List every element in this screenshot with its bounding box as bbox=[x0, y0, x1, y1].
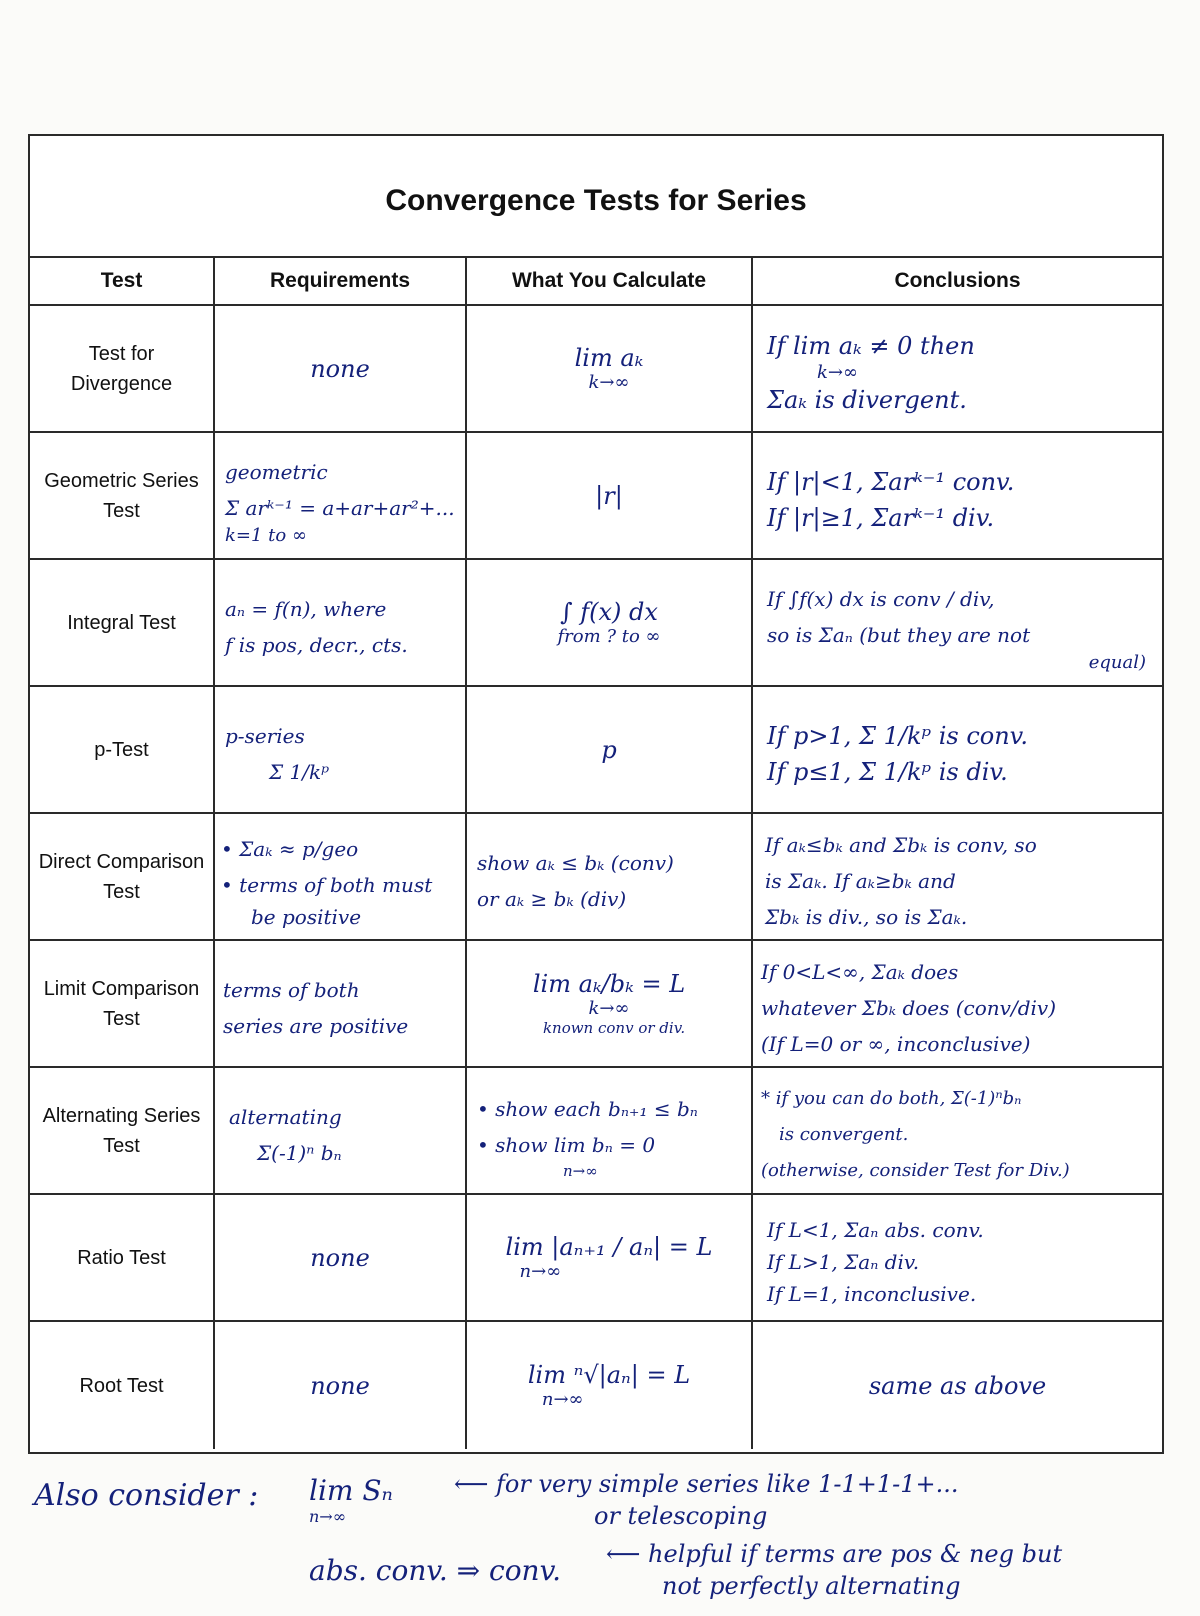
header-conclusions: Conclusions bbox=[753, 258, 1162, 306]
header-test: Test bbox=[30, 258, 215, 306]
requirement-text: Σ 1/kᵖ bbox=[269, 759, 330, 784]
conclusion-cell bbox=[753, 433, 1162, 560]
conclusion-cell bbox=[753, 941, 1162, 1068]
convergence-table bbox=[28, 134, 1164, 1454]
calc-line: lim ⁿ√|aₙ| = L bbox=[527, 1361, 691, 1389]
conclusion-cell bbox=[753, 560, 1162, 687]
test-name: Ratio Test bbox=[30, 1195, 215, 1322]
table-row bbox=[30, 941, 1162, 1068]
calculate-cell bbox=[467, 814, 753, 941]
title-row bbox=[30, 136, 1162, 258]
test-name: Root Test bbox=[30, 1322, 215, 1449]
conclusion-line: If p>1, Σ 1/kᵖ is conv. bbox=[767, 721, 1029, 750]
conclusion-line: If 0<L<∞, Σaₖ does bbox=[761, 959, 959, 984]
calc-line: ∫ f(x) dx bbox=[560, 598, 658, 626]
conclusion-line: so is Σaₙ (but they are not bbox=[767, 622, 1031, 647]
test-name: Test for Divergence bbox=[30, 306, 215, 433]
conclusion-subscript: k→∞ bbox=[817, 361, 858, 383]
requirements-cell bbox=[215, 814, 467, 941]
conclusion-line: Σbₖ is div., so is Σaₖ. bbox=[765, 904, 968, 929]
conclusion-line: If |r|<1, Σarᵏ⁻¹ conv. bbox=[767, 467, 1015, 496]
requirement-text: none bbox=[310, 1243, 370, 1272]
note-line: ⟵ for very simple series like 1-1+1-1+... bbox=[454, 1470, 959, 1498]
abs-conv-note bbox=[606, 1538, 1062, 1602]
calc-note: known conv or div. bbox=[542, 1019, 686, 1037]
calc-line: lim aₖ bbox=[574, 344, 644, 372]
conclusion-cell bbox=[753, 1322, 1162, 1449]
calc-line: • show lim bₙ = 0 bbox=[477, 1132, 656, 1157]
conclusion-line: is convergent. bbox=[779, 1123, 909, 1145]
calc-subscript: k→∞ bbox=[588, 372, 630, 393]
requirement-text: series are positive bbox=[223, 1013, 409, 1038]
calc-line: lim |aₙ₊₁ / aₙ| = L bbox=[505, 1233, 713, 1261]
calc-line: or aₖ ≥ bₖ (div) bbox=[477, 886, 627, 911]
conclusion-line: If L=1, inconclusive. bbox=[767, 1281, 977, 1306]
table-row bbox=[30, 1195, 1162, 1322]
test-name: Direct Comparison Test bbox=[30, 814, 215, 941]
conclusion-line: If L>1, Σaₙ div. bbox=[767, 1249, 920, 1274]
calc-line: • show each bₙ₊₁ ≤ bₙ bbox=[477, 1096, 698, 1121]
conclusion-line: If p≤1, Σ 1/kᵖ is div. bbox=[767, 757, 1008, 786]
calculate-cell bbox=[467, 1195, 753, 1322]
calc-subscript: n→∞ bbox=[563, 1161, 598, 1180]
requirements-cell bbox=[215, 433, 467, 560]
header-row bbox=[30, 258, 1162, 306]
conclusion-cell bbox=[753, 306, 1162, 433]
table-row bbox=[30, 1322, 1162, 1449]
requirements-cell bbox=[215, 1195, 467, 1322]
page-title: Convergence Tests for Series bbox=[385, 184, 807, 217]
calculate-cell bbox=[467, 941, 753, 1068]
requirement-text: be positive bbox=[251, 904, 362, 929]
conclusion-line: If ∫f(x) dx is conv / div, bbox=[767, 586, 995, 611]
conclusion-line: If |r|≥1, Σarᵏ⁻¹ div. bbox=[767, 503, 995, 532]
test-name: Alternating Series Test bbox=[30, 1068, 215, 1195]
requirement-text: • terms of both must bbox=[221, 872, 433, 897]
calc-subscript: k→∞ bbox=[588, 998, 630, 1019]
abs-conv-implication: abs. conv. ⇒ conv. bbox=[309, 1554, 561, 1587]
arrow-left-icon: ⟵ bbox=[606, 1540, 649, 1568]
test-name: p-Test bbox=[30, 687, 215, 814]
test-name: Integral Test bbox=[30, 560, 215, 687]
requirements-cell bbox=[215, 306, 467, 433]
table-row bbox=[30, 1068, 1162, 1195]
requirement-text: terms of both bbox=[223, 977, 360, 1002]
table-row bbox=[30, 687, 1162, 814]
conclusion-line: (If L=0 or ∞, inconclusive) bbox=[761, 1031, 1031, 1056]
conclusion-line: equal) bbox=[1088, 651, 1146, 673]
note-line: or telescoping bbox=[594, 1502, 768, 1530]
conclusion-cell bbox=[753, 1068, 1162, 1195]
calc-subscript: n→∞ bbox=[541, 1389, 584, 1410]
header-requirements: Requirements bbox=[215, 258, 467, 306]
note-line: not perfectly alternating bbox=[662, 1572, 961, 1600]
conclusion-cell bbox=[753, 1195, 1162, 1322]
requirement-text: p-series bbox=[225, 723, 305, 748]
header-calculate: What You Calculate bbox=[467, 258, 753, 306]
calculate-cell bbox=[467, 433, 753, 560]
requirements-cell bbox=[215, 941, 467, 1068]
requirement-subscript: k=1 to ∞ bbox=[225, 524, 307, 546]
conclusion-line: is Σaₖ. If aₖ≥bₖ and bbox=[765, 868, 956, 893]
conclusion-line: same as above bbox=[868, 1371, 1047, 1400]
footer-notes bbox=[34, 1468, 1174, 1608]
partial-sum-subscript: n→∞ bbox=[309, 1507, 347, 1526]
requirement-text: none bbox=[310, 1371, 370, 1400]
calc-subscript: from ? to ∞ bbox=[557, 626, 661, 647]
requirement-text: Σ arᵏ⁻¹ = a+ar+ar²+... bbox=[225, 495, 455, 520]
calc-subscript: n→∞ bbox=[519, 1261, 562, 1282]
conclusion-line: If aₖ≤bₖ and Σbₖ is conv, so bbox=[765, 832, 1037, 857]
requirement-text: none bbox=[310, 354, 370, 383]
calculate-cell bbox=[467, 1068, 753, 1195]
note-line: ⟵ helpful if terms are pos & neg but bbox=[606, 1540, 1063, 1568]
requirement-text: geometric bbox=[225, 459, 328, 484]
requirement-text: Σ(-1)ⁿ bₙ bbox=[257, 1140, 342, 1165]
calculate-cell bbox=[467, 687, 753, 814]
table-row bbox=[30, 306, 1162, 433]
partial-sum-expression: lim Sₙ bbox=[309, 1474, 393, 1507]
requirements-cell bbox=[215, 1322, 467, 1449]
requirement-text: aₙ = f(n), where bbox=[225, 596, 387, 621]
calculate-cell bbox=[467, 1322, 753, 1449]
conclusion-cell bbox=[753, 687, 1162, 814]
also-consider-label: Also consider : bbox=[34, 1478, 259, 1513]
calculate-cell bbox=[467, 560, 753, 687]
partial-sum-note bbox=[454, 1468, 958, 1532]
calc-line: lim aₖ/bₖ = L bbox=[532, 970, 686, 998]
calc-line: show aₖ ≤ bₖ (conv) bbox=[477, 850, 674, 875]
conclusion-line: * if you can do both, Σ(-1)ⁿbₙ bbox=[761, 1087, 1022, 1109]
calculate-cell bbox=[467, 306, 753, 433]
table-row bbox=[30, 433, 1162, 560]
requirements-cell bbox=[215, 1068, 467, 1195]
table-row bbox=[30, 814, 1162, 941]
requirement-text: • Σaₖ ≈ p/geo bbox=[221, 836, 359, 861]
requirement-text: f is pos, decr., cts. bbox=[225, 632, 408, 657]
calc-line: p bbox=[601, 735, 617, 764]
conclusion-line: If lim aₖ ≠ 0 then bbox=[767, 331, 975, 360]
table-row bbox=[30, 560, 1162, 687]
test-name: Geometric Series Test bbox=[30, 433, 215, 560]
test-name: Limit Comparison Test bbox=[30, 941, 215, 1068]
requirements-cell bbox=[215, 687, 467, 814]
arrow-left-icon: ⟵ bbox=[454, 1470, 497, 1498]
partial-sum-limit bbox=[309, 1474, 393, 1526]
conclusion-cell bbox=[753, 814, 1162, 941]
requirement-text: alternating bbox=[229, 1104, 342, 1129]
requirements-cell bbox=[215, 560, 467, 687]
conclusion-line: Σaₖ is divergent. bbox=[767, 385, 967, 414]
conclusion-line: If L<1, Σaₙ abs. conv. bbox=[767, 1217, 984, 1242]
conclusion-line: whatever Σbₖ does (conv/div) bbox=[761, 995, 1057, 1020]
calc-line: |r| bbox=[595, 481, 623, 510]
conclusion-line: (otherwise, consider Test for Div.) bbox=[761, 1159, 1070, 1181]
